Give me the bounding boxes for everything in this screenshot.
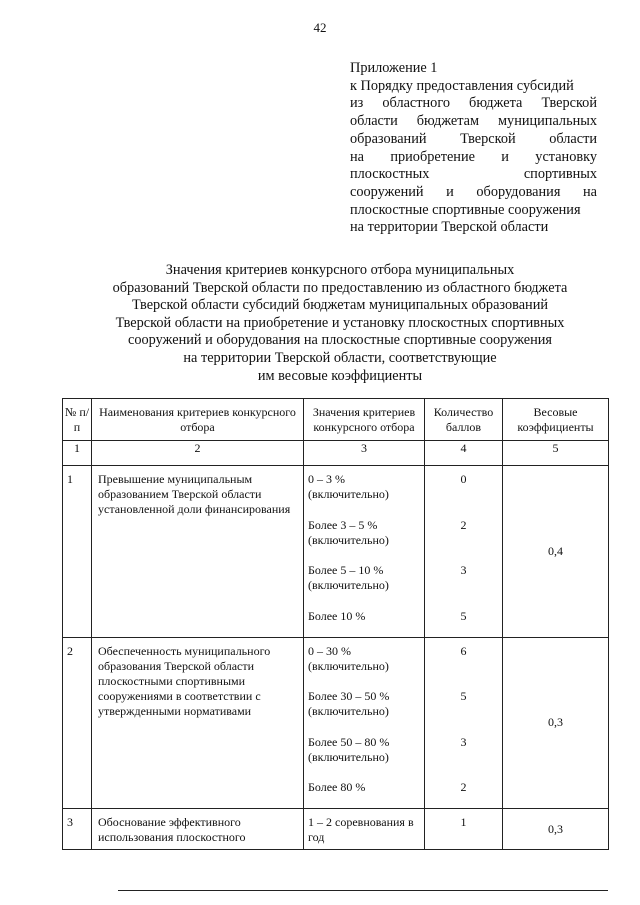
row-number: 1 [63,466,92,638]
points-cell [425,809,503,850]
appendix-line: из областного бюджета Тверской [350,95,597,112]
criterion-value: Более 50 – 80 % (включительно) [308,734,390,764]
appendix-line: сооружений и оборудования на [350,183,597,200]
column-number: 5 [503,441,609,466]
appendix-line: области бюджетам муниципальных [350,113,597,130]
header-no: № п/п [63,399,92,441]
title-line: Тверской области на приобретение и установку плоскостных спортивных [115,314,565,331]
appendix-heading: Приложение 1 [350,60,438,76]
points-cell [425,466,503,638]
criteria-table [62,398,609,850]
weight-coefficient: 0,3 [503,637,609,809]
criterion-value: Более 3 – 5 % (включительно) [308,517,389,547]
points-value: 2 [460,517,467,532]
criterion-name: Обоснование эффективного использования плоскостного [92,809,304,850]
criterion-value: 0 – 30 % (включительно) [308,643,389,673]
criterion-value: Более 80 % [308,780,366,794]
criterion-name: Обеспеченность муниципального образования Тверской области плоскостными спортивными сооружениями в соответствии с утвержденными нормативами [92,637,304,809]
column-number: 4 [425,441,503,466]
points-value: 5 [460,608,467,623]
table-row [63,466,609,638]
points-value: 5 [460,689,467,703]
header-points: Количество баллов [425,399,503,441]
criterion-name: Превышение муниципальным образованием Тверской области установленной доли финансирования [92,466,304,638]
appendix-line: плоскостных спортивных [350,166,597,183]
criterion-value: Более 30 – 50 % (включительно) [308,689,390,718]
title-line: им весовые коэффициенты [257,367,423,384]
header-criteria-values: Значения критериев конкурсного отбора [304,399,425,441]
row-number: 2 [63,637,92,809]
header-criteria-name: Наименования критериев конкурсного отбора [92,399,304,441]
criterion-values-cell [304,637,425,809]
table-header-row [63,399,609,441]
document-title [60,262,620,385]
column-number-row [63,441,609,466]
column-number: 2 [92,441,304,466]
points-cell [425,637,503,809]
appendix-line: плоскостные спортивные сооружения [350,201,581,218]
points-value: 1 [460,815,467,829]
appendix-line: на приобретение и установку [350,148,597,165]
title-line: сооружений и оборудования на плоскостные спортивные сооружения [127,332,553,349]
page-bottom-rule [118,890,608,891]
weight-coefficient: 0,4 [503,466,609,638]
points-value: 6 [460,643,467,658]
column-number: 1 [63,441,92,466]
criterion-value: Более 5 – 10 % (включительно) [308,563,389,592]
points-value: 2 [460,780,467,794]
header-weights: Весовые коэффициенты [503,399,609,441]
title-line: Значения критериев конкурсного отбора муниципальных [165,262,515,278]
appendix-line: образований Тверской области [350,130,597,147]
points-value: 0 [460,472,467,486]
criterion-value: Более 10 % [308,608,366,623]
appendix-line: на территории Тверской области [350,219,549,236]
row-number: 3 [63,809,92,850]
column-number: 3 [304,441,425,466]
title-line: на территории Тверской области, соответствующие [183,349,497,366]
criterion-value: 0 – 3 % (включительно) [308,472,389,501]
criterion-values-cell [304,809,425,850]
appendix-block [350,60,597,237]
title-line: Тверской области субсидий бюджетам муниципальных образований [132,297,548,314]
points-value: 3 [460,734,467,749]
table-row [63,809,609,850]
points-value: 3 [460,563,467,577]
criterion-values-cell [304,466,425,638]
weight-coefficient: 0,3 [503,809,609,850]
appendix-line: к Порядку предоставления субсидий [350,77,574,94]
criterion-value: 1 – 2 соревнования в год [308,815,414,844]
page-number: 42 [313,20,327,35]
table-row [63,637,609,809]
title-line: образований Тверской области по предоставлению из областного бюджета [112,279,568,296]
